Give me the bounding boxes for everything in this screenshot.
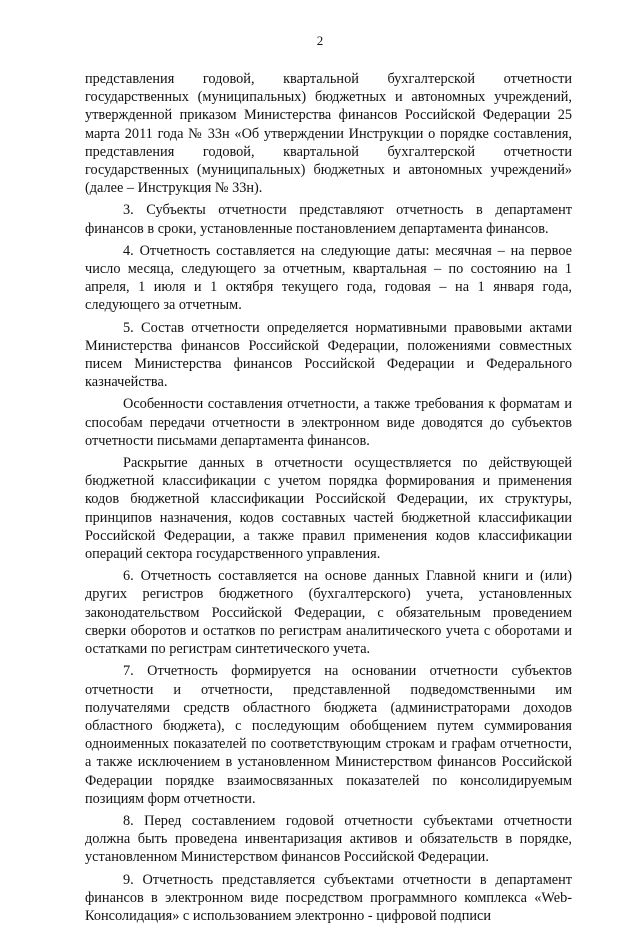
document-body bbox=[85, 70, 572, 925]
paragraph-item-7: 7. Отчетность формируется на основании отчетности субъектов отчетности и отчетности, представленной подведомственными им получателями средств областного бюджета (администраторами доходов областного бюджета), с последующим обобщением путем суммирования одноименных показателей по соответствующим строкам и графам отчетности, а также исключением в установленном Министерством финансов Российской Федерации порядке взаимосвязанных показателей по консолидируемым позициям форм отчетности. bbox=[85, 663, 572, 807]
paragraph-item-9: 9. Отчетность представляется субъектами отчетности в департамент финансов в электронном виде посредством программного комплекса «Web-Консолидация» с использованием электронно - цифровой подписи bbox=[85, 871, 572, 924]
paragraph-item-4: 4. Отчетность составляется на следующие даты: месячная – на первое число месяца, следующего за отчетным, квартальная – по состоянию на 1 апреля, 1 июля и 1 октября текущего года, годовая – на 1 января года, следующего за отчетным. bbox=[85, 242, 572, 314]
paragraph-item-6: 6. Отчетность составляется на основе данных Главной книги и (или) других регистров бюджетного (бухгалтерского) учета, установленных законодательством Российской Федерации, с обязательным проведением сверки оборотов и остатков по регистрам аналитического учета с оборотами и остатками по регистрам синтетического учета. bbox=[85, 568, 572, 658]
paragraph-item-5: 5. Состав отчетности определяется нормативными правовыми актами Министерства финансов Российской Федерации, положениями совместных писем Министерства финансов Российской Федерации и Федерального казначейства. bbox=[85, 319, 572, 391]
paragraph-item-8: 8. Перед составлением годовой отчетности субъектами отчетности должна быть проведена инвентаризация активов и обязательств в порядке, установленном Министерством финансов Российской Федерации. bbox=[85, 812, 572, 866]
paragraph-features: Особенности составления отчетности, а также требования к форматам и способам передачи отчетности в электронном виде доводятся до субъектов отчетности письмами департамента финансов. bbox=[85, 396, 572, 449]
paragraph-item-3: 3. Субъекты отчетности представляют отчетность в департамент финансов в сроки, установленные постановлением департамента финансов. bbox=[85, 202, 572, 237]
page-number: 2 bbox=[316, 33, 324, 48]
paragraph-continuation: представления годовой, квартальной бухгалтерской отчетности государственных (муниципальных) бюджетных и автономных учреждений, утвержденной приказом Министерства финансов Российской Федерации 25 марта 2011 года № 33н «Об утверждении Инструкции о порядке составления, представления годовой, квартальной бухгалтерской отчетности государственных (муниципальных) бюджетных и автономных учреждений» (далее – Инструкция № 33н). bbox=[85, 71, 572, 197]
paragraph-disclosure: Раскрытие данных в отчетности осуществляется по действующей бюджетной классификации с учетом порядка формирования и применения кодов бюджетной классификации Российской Федерации, их структуры, принципов назначения, кодов составных частей бюджетной классификации Российской Федерации, а также правил применения кодов классификации операций сектора государственного управления. bbox=[85, 455, 572, 563]
